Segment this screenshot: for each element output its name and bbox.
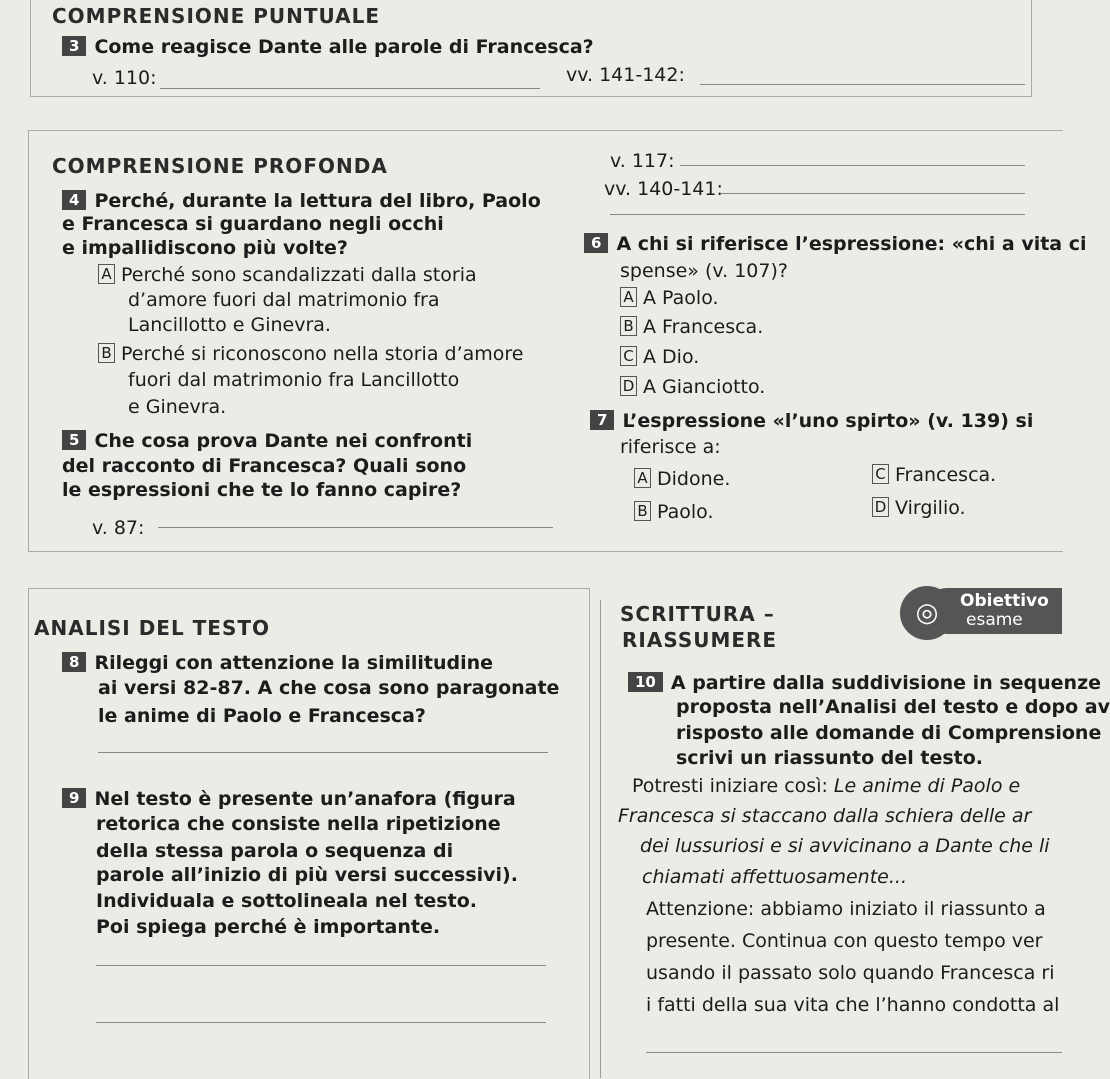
answer-line[interactable] xyxy=(680,165,1025,166)
target-icon: ◎ xyxy=(900,586,954,640)
answer-line[interactable] xyxy=(96,1022,546,1023)
option-c[interactable] xyxy=(872,464,996,486)
option-text: Paolo. xyxy=(657,501,714,523)
question-text: Poi spiega perché è importante. xyxy=(96,916,441,938)
question-text: riferisce a: xyxy=(620,436,721,458)
answer-line[interactable] xyxy=(700,84,1025,85)
question-text: Che cosa prova Dante nei confronti xyxy=(94,430,473,452)
answer-line[interactable] xyxy=(98,752,548,753)
question-number: 4 xyxy=(62,190,86,210)
heading-profonda: COMPRENSIONE PROFONDA xyxy=(52,154,388,178)
question-6 xyxy=(584,233,1087,255)
heading-analisi: ANALISI DEL TESTO xyxy=(34,616,271,640)
answer-label: v. 110: xyxy=(92,67,157,89)
question-text: e Francesca si guardano negli occhi xyxy=(62,213,444,235)
option-a[interactable] xyxy=(98,264,477,286)
option-letter: A xyxy=(620,287,637,307)
option-letter: C xyxy=(620,346,637,366)
question-text: spense» (v. 107)? xyxy=(620,260,788,282)
question-text: della stessa parola o sequenza di xyxy=(96,840,454,862)
question-text: le anime di Paolo e Francesca? xyxy=(98,705,426,727)
option-text: Francesca. xyxy=(895,464,997,486)
question-text: Come reagisce Dante alle parole di Francesca? xyxy=(94,36,594,58)
option-a[interactable] xyxy=(620,287,719,309)
option-text: A Dio. xyxy=(643,346,700,368)
option-c[interactable] xyxy=(620,346,699,368)
answer-label: v. 117: xyxy=(610,150,675,172)
question-text: Nel testo è presente un’anafora (figura xyxy=(94,788,516,810)
question-number: 7 xyxy=(590,410,614,430)
option-text: d’amore fuori dal matrimonio fra xyxy=(128,289,440,311)
option-letter: A xyxy=(98,264,115,284)
heading-scrittura: SCRITTURA – xyxy=(620,602,775,626)
question-text: A chi si riferisce l’espressione: «chi a vita ci xyxy=(616,233,1087,255)
answer-label: vv. 141-142: xyxy=(566,64,685,86)
option-letter: B xyxy=(634,501,651,521)
question-10 xyxy=(628,672,1102,694)
heading-riassumere: RIASSUMERE xyxy=(622,628,778,652)
option-a[interactable] xyxy=(634,468,730,490)
question-number: 3 xyxy=(62,36,86,56)
option-text: A Gianciotto. xyxy=(643,376,766,398)
badge-line: Obiettivo xyxy=(960,591,1049,611)
question-8 xyxy=(62,652,493,674)
option-letter: D xyxy=(620,376,637,396)
option-d[interactable] xyxy=(872,497,966,519)
prompt-italic: chiamati affettuosamente... xyxy=(642,866,907,888)
question-number: 5 xyxy=(62,430,86,450)
question-text: Perché, durante la lettura del libro, Paolo xyxy=(94,190,541,212)
option-text: A Paolo. xyxy=(643,287,719,309)
question-text: le espressioni che te lo fanno capire? xyxy=(62,479,462,501)
option-letter: C xyxy=(872,464,889,484)
column-divider xyxy=(600,600,601,1078)
option-text: e Ginevra. xyxy=(128,396,227,418)
question-text: risposto alle domande di Comprensione xyxy=(676,722,1102,744)
option-letter: A xyxy=(634,468,651,488)
answer-line[interactable] xyxy=(96,965,546,966)
answer-line[interactable] xyxy=(158,527,553,528)
option-b[interactable] xyxy=(98,343,523,365)
question-5 xyxy=(62,430,472,452)
option-text: Perché si riconoscono nella storia d’amore xyxy=(121,343,524,365)
question-text: del racconto di Francesca? Quali sono xyxy=(62,455,467,477)
question-9 xyxy=(62,788,516,810)
option-b[interactable] xyxy=(620,316,763,338)
question-text: Rileggi con attenzione la similitudine xyxy=(94,652,494,674)
question-text: parole all’inizio di più versi successivi). xyxy=(96,864,518,886)
question-4 xyxy=(62,190,541,212)
option-d[interactable] xyxy=(620,376,765,398)
question-text: scrivi un riassunto del testo. xyxy=(676,747,984,769)
note-text: i fatti della sua vita che l’hanno condotta al xyxy=(646,994,1060,1016)
option-text: fuori dal matrimonio fra Lancillotto xyxy=(128,369,460,391)
badge-line: esame xyxy=(966,610,1023,630)
option-text: Virgilio. xyxy=(895,497,966,519)
question-text: proposta nell’Analisi del testo e dopo av xyxy=(676,696,1110,718)
obiettivo-badge-text xyxy=(960,592,1049,630)
question-number: 10 xyxy=(628,672,663,692)
option-text: A Francesca. xyxy=(643,316,764,338)
question-text: e impallidiscono più volte? xyxy=(62,237,348,259)
prompt-italic: Francesca si staccano dalla schiera delle ar xyxy=(618,805,1032,827)
prompt-italic: Le anime di Paolo e xyxy=(833,775,1021,797)
answer-line[interactable] xyxy=(160,88,540,89)
note-text: presente. Continua con questo tempo ver xyxy=(646,930,1043,952)
question-number: 9 xyxy=(62,788,86,808)
heading-puntuale: COMPRENSIONE PUNTUALE xyxy=(52,4,381,28)
option-letter: B xyxy=(620,316,637,336)
question-text: Individuala e sottolineala nel testo. xyxy=(96,890,477,912)
question-7 xyxy=(590,410,1033,432)
question-3 xyxy=(62,36,594,58)
option-text: Didone. xyxy=(657,468,731,490)
question-number: 8 xyxy=(62,652,86,672)
option-b[interactable] xyxy=(634,501,713,523)
question-text: retorica che consiste nella ripetizione xyxy=(96,813,501,835)
option-letter: D xyxy=(872,497,889,517)
prompt-intro: Potresti iniziare così: xyxy=(632,775,828,797)
option-letter: B xyxy=(98,343,115,363)
answer-line[interactable] xyxy=(646,1052,1062,1053)
option-text: Lancillotto e Ginevra. xyxy=(128,314,331,336)
answer-line[interactable] xyxy=(720,193,1025,194)
option-text: Perché sono scandalizzati dalla storia xyxy=(121,264,477,286)
note-text: Attenzione: abbiamo iniziato il riassunto a xyxy=(646,898,1046,920)
question-number: 6 xyxy=(584,233,608,253)
question-text: ai versi 82-87. A che cosa sono paragonate xyxy=(98,677,560,699)
prompt-italic: dei lussuriosi e si avvicinano a Dante che li xyxy=(640,835,1050,857)
question-text: L’espressione «l’uno spirto» (v. 139) si xyxy=(622,410,1034,432)
answer-label: vv. 140-141: xyxy=(604,178,723,200)
answer-line[interactable] xyxy=(610,214,1025,215)
prompt-line xyxy=(632,775,1062,797)
note-text: usando il passato solo quando Francesca ri xyxy=(646,962,1055,984)
question-text: A partire dalla suddivisione in sequenze xyxy=(670,672,1102,694)
answer-label: v. 87: xyxy=(92,517,145,539)
